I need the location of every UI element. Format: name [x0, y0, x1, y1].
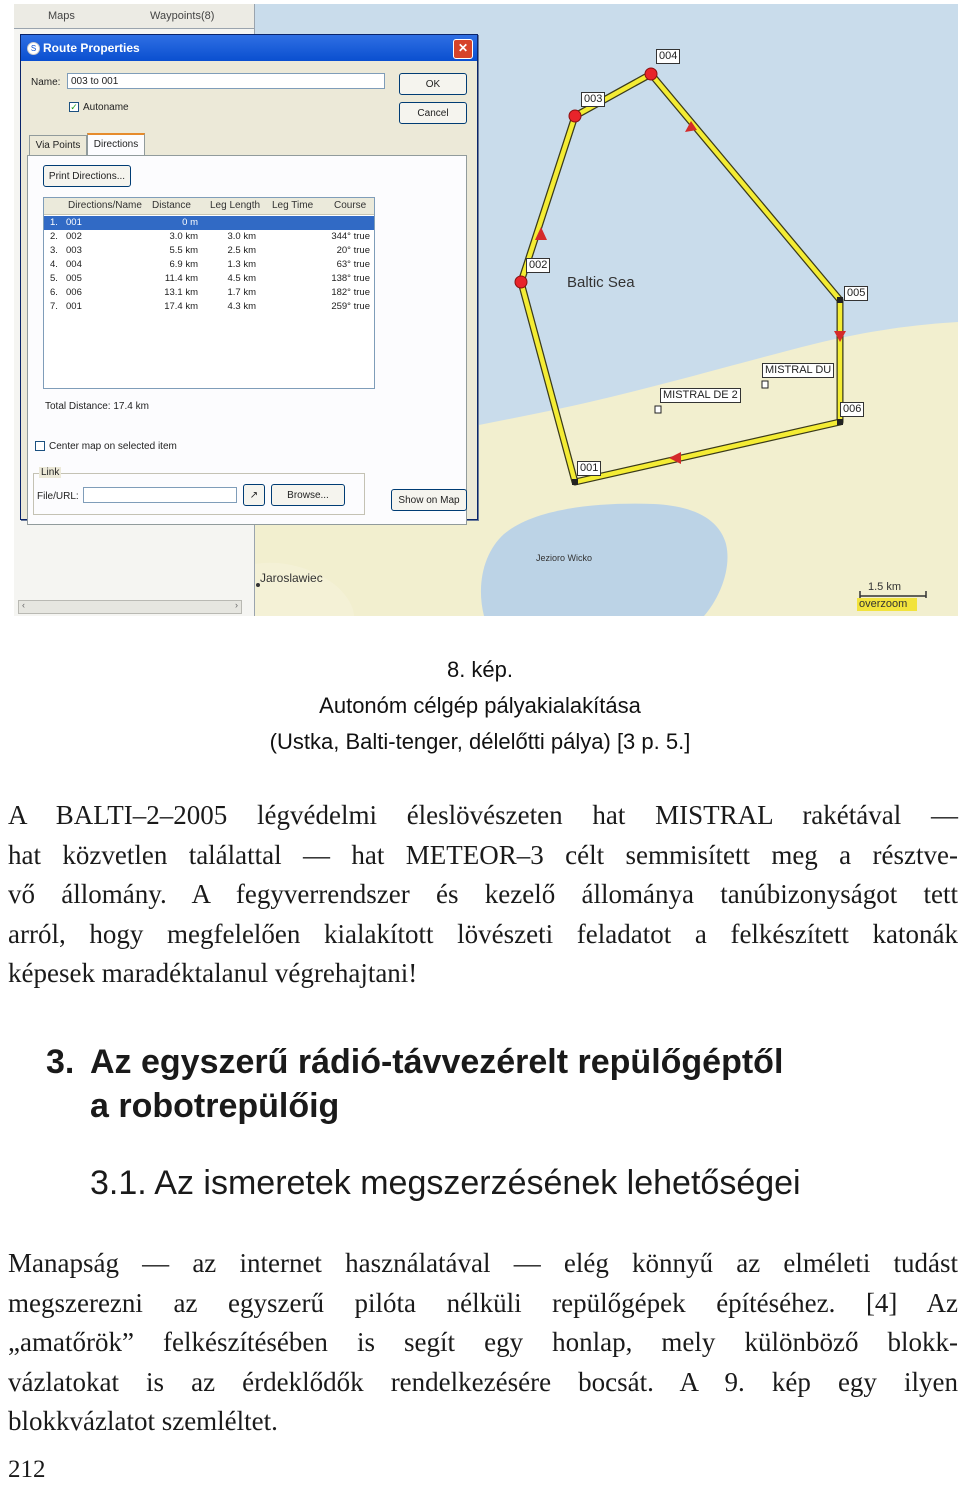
row-course: 138° true	[331, 273, 370, 284]
row-name: 006	[66, 287, 82, 298]
col-distance[interactable]: Distance	[152, 200, 191, 211]
ok-button[interactable]: OK	[399, 73, 467, 95]
name-label: Name:	[31, 77, 61, 88]
paragraph-line: Manapság — az internet használatával — elég könnyű az elméleti tudást	[8, 1248, 958, 1278]
row-distance: 11.4 km	[164, 273, 198, 284]
page-number: 212	[8, 1456, 46, 1483]
route-screenshot-figure	[14, 4, 958, 616]
body-paragraph-2	[8, 1244, 958, 1442]
waypoint-006-marker[interactable]	[837, 419, 843, 425]
waypoint-label-006[interactable]: 006	[840, 402, 864, 417]
section-heading-line2: a robotrepülőig	[90, 1087, 340, 1125]
center-map-checkbox[interactable]	[35, 441, 45, 451]
flag-icon	[762, 381, 768, 388]
name-field[interactable]: 003 to 001	[67, 73, 385, 89]
col-leg-time[interactable]: Leg Time	[272, 200, 314, 211]
app-icon: S	[27, 42, 40, 55]
dialog-title: Route Properties	[43, 41, 140, 55]
row-course: 259° true	[331, 301, 370, 312]
row-course: 182° true	[331, 287, 370, 298]
row-course: 344° true	[331, 231, 370, 242]
tab-waypoints[interactable]: Waypoints(8)	[150, 10, 215, 22]
dialog-titlebar[interactable]	[21, 35, 477, 61]
row-leg: 1.3 km	[227, 259, 256, 270]
row-leg: 3.0 km	[227, 231, 256, 242]
paragraph-line: A BALTI–2–2005 légvédelmi éleslövészeten hat MISTRAL rakétával —	[8, 800, 958, 830]
horizontal-scrollbar[interactable]	[18, 600, 242, 614]
waypoint-005-marker[interactable]	[837, 297, 843, 303]
table-row[interactable]	[44, 272, 374, 286]
row-leg: 4.5 km	[227, 273, 256, 284]
center-map-label: Center map on selected item	[49, 441, 177, 452]
sea-label: Baltic Sea	[567, 274, 635, 291]
row-number: 3.	[50, 245, 58, 256]
link-group-label: Link	[41, 467, 60, 478]
row-number: 6.	[50, 287, 58, 298]
body-paragraph-1	[8, 796, 958, 994]
link-pick-button[interactable]	[243, 484, 265, 506]
paragraph-line: megszerezni az egyszerű pilóta nélküli repülőgépek építéséhez. [4] Az	[8, 1287, 958, 1318]
waypoint-004-marker[interactable]	[645, 68, 657, 80]
row-name: 005	[66, 273, 82, 284]
row-distance: 0 m	[182, 217, 198, 228]
table-row[interactable]	[44, 244, 374, 258]
table-row[interactable]	[44, 230, 374, 244]
table-row[interactable]	[44, 216, 374, 230]
row-number: 1.	[50, 217, 58, 228]
tab-via-points[interactable]: Via Points	[29, 135, 87, 155]
row-course: 20° true	[336, 245, 370, 256]
row-distance: 13.1 km	[164, 287, 198, 298]
waypoint-label-003[interactable]: 003	[581, 92, 605, 107]
row-leg: 1.7 km	[227, 287, 256, 298]
row-name: 004	[66, 259, 82, 270]
paragraph-line: hat közvetlen találattal — hat METEOR–3 célt semmisített meg a résztve-	[8, 839, 958, 870]
total-distance: Total Distance: 17.4 km	[45, 401, 149, 412]
row-leg: 4.3 km	[227, 301, 256, 312]
route-properties-dialog	[20, 34, 478, 520]
row-distance: 17.4 km	[164, 301, 198, 312]
paragraph-line: arról, hogy megfelelően kialakított lövészeti feladatot a felkészített katonák	[8, 918, 958, 949]
row-distance: 5.5 km	[169, 245, 198, 256]
subsection-heading: 3.1. Az ismeretek megszerzésének lehetőségei	[90, 1164, 801, 1202]
waypoint-001-marker[interactable]	[572, 479, 578, 485]
marker-label-mistral-du[interactable]: MISTRAL DU	[762, 363, 834, 378]
paragraph-line: képesek maradéktalanul végrehajtani!	[8, 958, 418, 988]
paragraph-line: „amatőrök” felkészítésében is segít egy honlap, mely különböző blokk-	[8, 1327, 958, 1357]
pane-tab-bar	[14, 4, 254, 29]
col-directions-name[interactable]: Directions/Name	[68, 200, 142, 211]
scroll-right-icon[interactable]: ›	[235, 600, 238, 610]
tab-directions[interactable]: Directions	[87, 133, 145, 155]
paragraph-line: blokkvázlatot szemléltet.	[8, 1406, 278, 1436]
waypoint-label-002[interactable]: 002	[526, 258, 550, 273]
scroll-left-icon[interactable]: ‹	[22, 600, 25, 610]
row-number: 2.	[50, 231, 58, 242]
paragraph-line: vő állomány. A fegyverrendszer és kezelő állománya tanúbizonyságot tett	[8, 879, 958, 909]
waypoint-label-005[interactable]: 005	[844, 286, 868, 301]
file-url-input[interactable]	[83, 487, 237, 503]
row-name: 002	[66, 231, 82, 242]
file-url-label: File/URL:	[37, 491, 79, 502]
row-number: 7.	[50, 301, 58, 312]
browse-button[interactable]: Browse...	[271, 484, 345, 506]
col-course[interactable]: Course	[334, 200, 367, 211]
tab-maps[interactable]: Maps	[48, 10, 75, 22]
row-course: 63° true	[336, 259, 370, 270]
table-row[interactable]	[44, 300, 374, 314]
row-distance: 3.0 km	[169, 231, 198, 242]
figure-caption-title: Autonóm célgép pályakialakítása	[319, 693, 641, 718]
figure-caption-source: (Ustka, Balti-tenger, délelőtti pálya) [3 p. 5.]	[269, 729, 691, 754]
autoname-label: Autoname	[83, 102, 129, 113]
cancel-button[interactable]: Cancel	[399, 102, 467, 124]
table-row[interactable]	[44, 258, 374, 272]
close-icon[interactable]: ✕	[453, 39, 473, 59]
zoom-label: overzoom	[859, 598, 908, 610]
paragraph-line: vázlatokat is az érdeklődők rendelkezésére bocsát. A 9. kép egy ilyen	[8, 1366, 958, 1397]
print-directions-button[interactable]: Print Directions...	[43, 165, 131, 187]
row-number: 4.	[50, 259, 58, 270]
waypoint-label-004[interactable]: 004	[656, 49, 680, 64]
waypoint-label-001[interactable]: 001	[577, 461, 601, 476]
table-header	[44, 198, 374, 215]
marker-label-mistral-de2[interactable]: MISTRAL DE 2	[660, 388, 741, 403]
town-label: Jaroslawiec	[260, 571, 323, 585]
row-distance: 6.9 km	[169, 259, 198, 270]
row-name: 001	[66, 301, 82, 312]
table-row[interactable]	[44, 286, 374, 300]
lake-label: Jezioro Wicko	[536, 553, 593, 563]
scale-label: 1.5 km	[868, 581, 902, 593]
pointer-icon: ↗	[249, 490, 259, 501]
waypoint-002-marker[interactable]	[515, 276, 527, 288]
row-name: 003	[66, 245, 82, 256]
section-number: 3.	[46, 1043, 75, 1081]
show-on-map-button[interactable]: Show on Map	[391, 489, 467, 511]
waypoint-003-marker[interactable]	[569, 110, 581, 122]
directions-table	[43, 197, 375, 389]
flag-icon	[655, 406, 661, 413]
row-number: 5.	[50, 273, 58, 284]
autoname-checkbox[interactable]: ✓	[70, 102, 78, 112]
section-heading-line1: Az egyszerű rádió-távvezérelt repülőgéptől	[90, 1043, 784, 1081]
figure-caption-number: 8. kép.	[446, 657, 514, 682]
row-name: 001	[66, 217, 82, 228]
col-leg-length[interactable]: Leg Length	[210, 200, 261, 211]
row-leg: 2.5 km	[227, 245, 256, 256]
